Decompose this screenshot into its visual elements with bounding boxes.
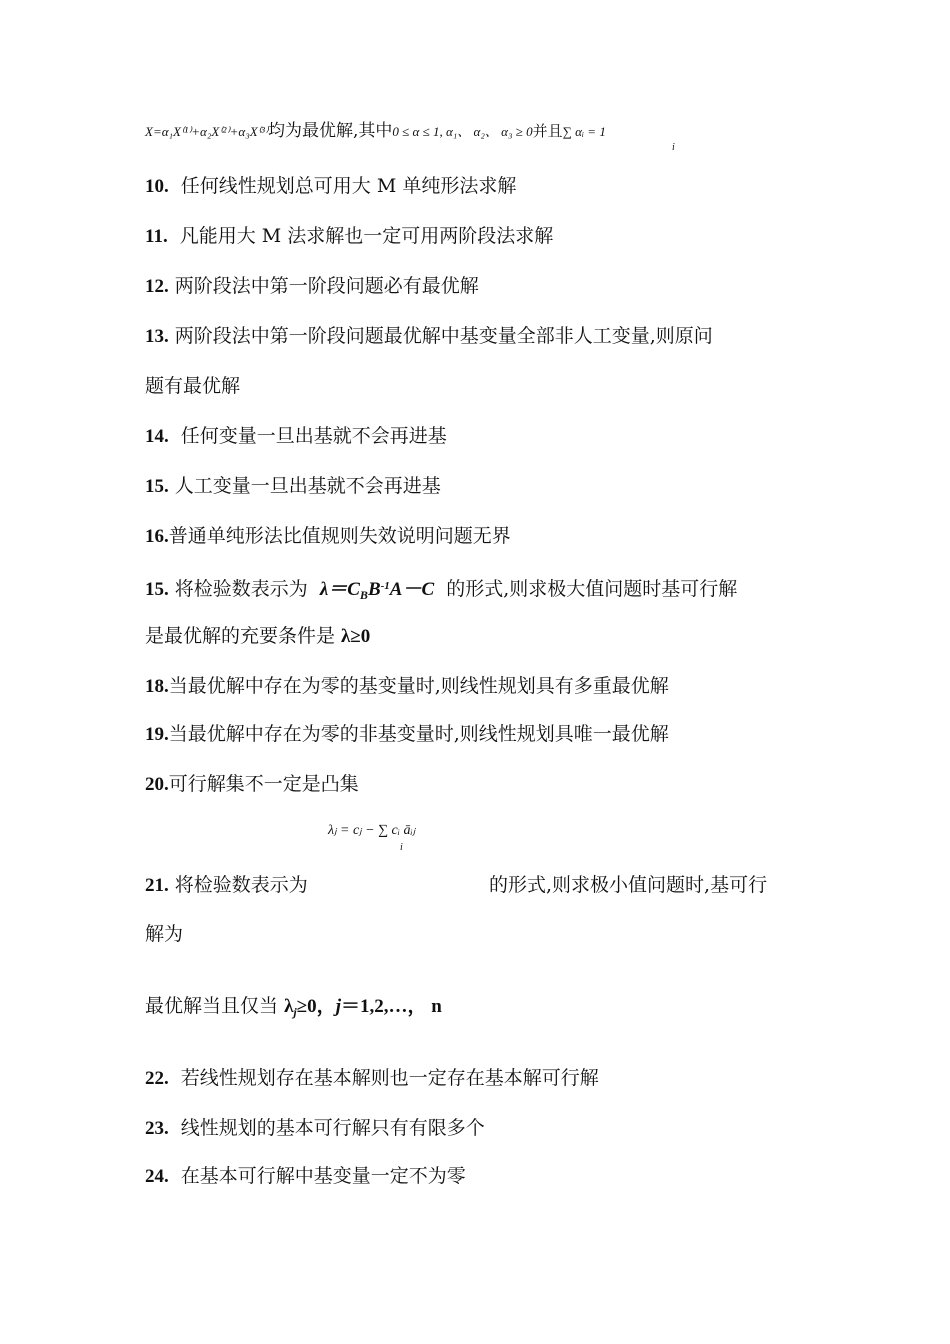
item-text: 两阶段法中第一阶段问题最优解中基变量全部非人工变量,则原问 (174, 325, 713, 347)
item-text: 若线性规划存在基本解则也一定存在基本解可行解 (180, 1067, 599, 1089)
item-11 (145, 224, 815, 249)
item-number: 18. (145, 676, 169, 697)
item-22 (145, 1066, 815, 1091)
item-14 (145, 424, 815, 449)
item-text: 两阶段法中第一阶段问题必有最优解 (174, 275, 479, 297)
lambda-condition: λ≥0 (341, 626, 371, 647)
item-number: 12. (145, 276, 169, 297)
item-number: 23. (145, 1118, 169, 1139)
item-number: 15. (145, 579, 169, 600)
lambda-j: $\lambda_j\ge 0$，j＝1,2,…， n (284, 996, 442, 1019)
item-number: 24. (145, 1166, 169, 1187)
item-text: 在基本可行解中基变量一定不为零 (180, 1165, 466, 1187)
item-text: 任何变量一旦出基就不会再进基 (180, 425, 447, 447)
item-text: 最优解当且仅当 (145, 995, 279, 1017)
item-text: 线性规划的基本可行解只有有限多个 (180, 1117, 485, 1139)
item-number: 15. (145, 476, 169, 497)
item-number: 16. (145, 526, 169, 547)
item21-sum-index: i (400, 842, 403, 853)
item-text-cont: 题有最优解 (145, 375, 241, 397)
item-text: 当最优解中存在为零的非基变量时,则线性规划具唯一最优解 (168, 723, 669, 745)
item9-formula-text: 均为最优解,其中 (267, 121, 393, 141)
item-number: 13. (145, 326, 169, 347)
item-15b (145, 574, 815, 607)
item-number: 14. (145, 426, 169, 447)
item9-formula-sum: ∑ αᵢ = 1 (562, 124, 606, 139)
item-18 (145, 674, 815, 699)
item9-formula-line (145, 118, 815, 153)
item-20 (145, 772, 815, 797)
item-13 (145, 324, 815, 349)
item-text-b: 的形式,则求极小值问题时,基可行 (489, 874, 768, 896)
item-19 (145, 722, 815, 747)
item-text: 可行解集不一定是凸集 (168, 773, 359, 795)
item9-sum-index: i (672, 142, 675, 153)
item-number: 11. (145, 226, 168, 247)
item-21-cont (145, 922, 815, 946)
item-text-b: 的形式,则求极大值问题时基可行解 (446, 578, 738, 600)
item-number: 10. (145, 176, 169, 197)
item-text-cont: 是最优解的充要条件是 (145, 625, 336, 647)
item-text: 当最优解中存在为零的基变量时,则线性规划具有多重最优解 (168, 675, 669, 697)
item-21 (145, 873, 815, 898)
item-21-line3 (145, 994, 815, 1024)
item-text: 普通单纯形法比值规则失效说明问题无界 (168, 525, 511, 547)
item9-formula-and: 并且 (532, 122, 563, 140)
item9-formula-cond: 0 ≤ α ≤ 1, α₁、 α₂、 α₃ ≥ 0 (392, 124, 533, 139)
item-10 (145, 174, 815, 199)
item-text: 任何线性规划总可用大 M 单纯形法求解 (180, 175, 517, 197)
item-16 (145, 524, 815, 549)
item-text: 人工变量一旦出基就不会再进基 (174, 475, 441, 497)
item-text-a: 将检验数表示为 (174, 578, 308, 600)
lambda-formula: $\lambda=C_BB^{-1}A-C$ (319, 579, 435, 602)
item-number: 19. (145, 724, 169, 745)
item-24 (145, 1164, 815, 1189)
item21-formula: λⱼ = cⱼ − ∑ cᵢ āᵢⱼ i (328, 823, 416, 853)
item-23 (145, 1116, 815, 1141)
item-12 (145, 274, 815, 299)
item-number: 20. (145, 774, 169, 795)
item9-formula-lhs: X=α₁X⁽¹⁾+α₂X⁽²⁾+α₃X⁽³⁾ (145, 124, 268, 139)
item-15a (145, 474, 815, 499)
item-13-cont (145, 374, 815, 398)
item-text-cont: 解为 (145, 923, 184, 945)
item-15b-cont (145, 624, 815, 649)
item-number: 22. (145, 1068, 169, 1089)
item-text-a: 将检验数表示为 (174, 874, 308, 896)
item-number: 21. (145, 875, 169, 896)
item-text: 凡能用大 M 法求解也一定可用两阶段法求解 (179, 225, 554, 247)
